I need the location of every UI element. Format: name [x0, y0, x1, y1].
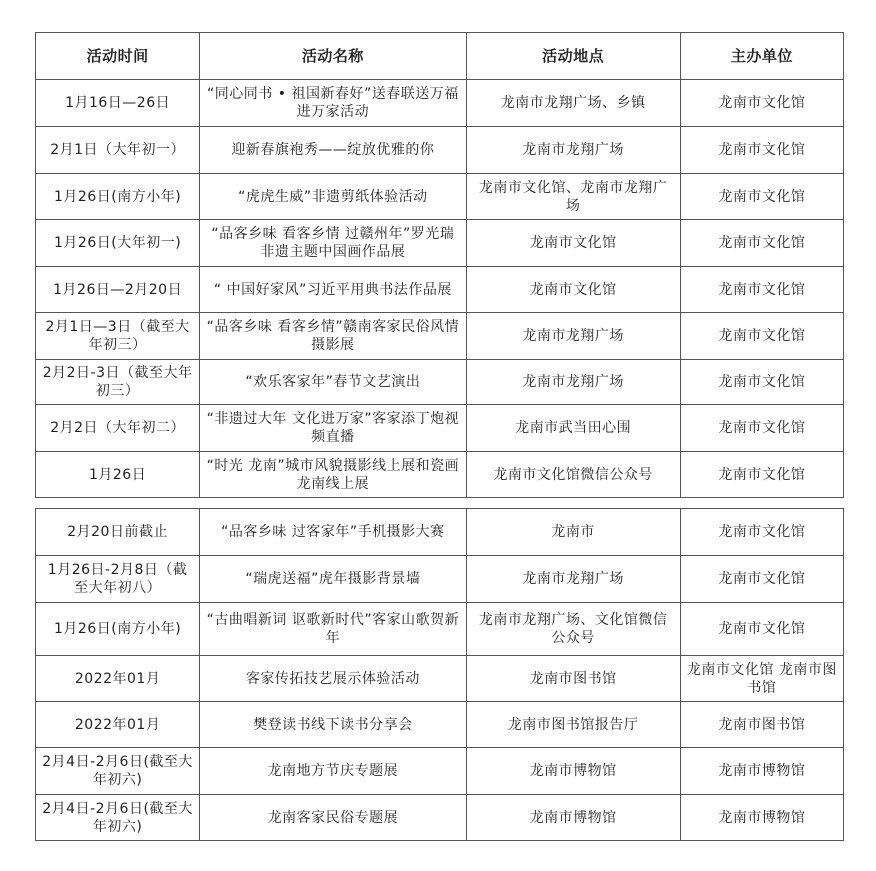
cell-place: 龙南市文化馆微信公众号 — [466, 452, 680, 498]
cell-name: “同心同书 • 祖国新春好”送春联送万福进万家活动 — [200, 80, 466, 127]
table-row — [36, 313, 844, 360]
events-table-bottom — [35, 508, 844, 841]
cell-place: 龙南市武当田心围 — [466, 405, 680, 452]
cell-time: 2月2日（大年初二） — [36, 405, 200, 452]
cell-time: 1月26日—2月20日 — [36, 267, 200, 313]
cell-place: 龙南市龙翔广场、乡镇 — [466, 80, 680, 127]
cell-time: 2月1日（大年初一） — [36, 127, 200, 174]
table-row — [36, 174, 844, 220]
cell-name: “虎虎生威”非遗剪纸体验活动 — [200, 174, 466, 220]
table-row — [36, 656, 844, 702]
cell-host: 龙南市文化馆 — [680, 220, 843, 267]
cell-time: 1月26日(南方小年) — [36, 603, 200, 656]
table-row — [36, 405, 844, 452]
cell-name: 龙南地方节庆专题展 — [200, 748, 466, 795]
table-row — [36, 452, 844, 498]
cell-place: 龙南市龙翔广场 — [466, 127, 680, 174]
cell-host: 龙南市文化馆 — [680, 603, 843, 656]
cell-place: 龙南市文化馆 — [466, 267, 680, 313]
table-row — [36, 360, 844, 405]
header-place: 活动地点 — [466, 33, 680, 80]
cell-time: 2月20日前截止 — [36, 509, 200, 556]
table-row — [36, 795, 844, 841]
cell-host: 龙南市博物馆 — [680, 795, 843, 841]
cell-time: 2022年01月 — [36, 702, 200, 748]
cell-time: 2022年01月 — [36, 656, 200, 702]
cell-place: 龙南市龙翔广场 — [466, 360, 680, 405]
table-row — [36, 220, 844, 267]
cell-time: 2月4日-2月6日(截至大年初六) — [36, 748, 200, 795]
cell-host: 龙南市图书馆 — [680, 702, 843, 748]
cell-name: “品客乡味 看客乡情 过赣州年”罗光瑞非遗主题中国画作品展 — [200, 220, 466, 267]
cell-host: 龙南市文化馆 — [680, 267, 843, 313]
cell-time: 1月26日(南方小年) — [36, 174, 200, 220]
cell-name: “品客乡味 看客乡情”赣南客家民俗风情摄影展 — [200, 313, 466, 360]
cell-place: 龙南市博物馆 — [466, 748, 680, 795]
cell-name: “ 中国好家风”习近平用典书法作品展 — [200, 267, 466, 313]
header-host: 主办单位 — [680, 33, 843, 80]
cell-name: 樊登读书线下读书分享会 — [200, 702, 466, 748]
cell-name: “欢乐客家年”春节文艺演出 — [200, 360, 466, 405]
cell-place: 龙南市博物馆 — [466, 795, 680, 841]
cell-name: “瑞虎送福”虎年摄影背景墙 — [200, 556, 466, 603]
cell-host: 龙南市博物馆 — [680, 748, 843, 795]
cell-name: 客家传拓技艺展示体验活动 — [200, 656, 466, 702]
cell-host: 龙南市文化馆 — [680, 405, 843, 452]
header-row — [36, 33, 844, 80]
cell-place: 龙南市图书馆报告厅 — [466, 702, 680, 748]
cell-name: “古曲唱新词 讴歌新时代”客家山歌贺新年 — [200, 603, 466, 656]
cell-time: 1月26日-2月8日（截至大年初八） — [36, 556, 200, 603]
header-time: 活动时间 — [36, 33, 200, 80]
cell-host: 龙南市文化馆 — [680, 174, 843, 220]
cell-host: 龙南市文化馆 — [680, 509, 843, 556]
table-row — [36, 603, 844, 656]
header-name: 活动名称 — [200, 33, 466, 80]
cell-place: 龙南市龙翔广场 — [466, 556, 680, 603]
cell-time: 2月4日-2月6日(截至大年初六) — [36, 795, 200, 841]
events-table-top — [35, 32, 844, 498]
table-row — [36, 702, 844, 748]
table-row — [36, 556, 844, 603]
cell-time: 2月1日—3日（截至大年初三） — [36, 313, 200, 360]
cell-host: 龙南市文化馆 — [680, 360, 843, 405]
cell-host: 龙南市文化馆 — [680, 313, 843, 360]
cell-name: 迎新春旗袍秀——绽放优雅的你 — [200, 127, 466, 174]
cell-host: 龙南市文化馆 — [680, 452, 843, 498]
cell-name: “品客乡味 过客家年”手机摄影大赛 — [200, 509, 466, 556]
cell-place: 龙南市龙翔广场 — [466, 313, 680, 360]
cell-time: 1月26日 — [36, 452, 200, 498]
cell-host: 龙南市文化馆 龙南市图书馆 — [680, 656, 843, 702]
cell-place: 龙南市文化馆、龙南市龙翔广场 — [466, 174, 680, 220]
cell-place: 龙南市图书馆 — [466, 656, 680, 702]
cell-host: 龙南市文化馆 — [680, 556, 843, 603]
cell-name: 龙南客家民俗专题展 — [200, 795, 466, 841]
cell-host: 龙南市文化馆 — [680, 127, 843, 174]
cell-place: 龙南市 — [466, 509, 680, 556]
table-row — [36, 80, 844, 127]
table-row — [36, 509, 844, 556]
cell-place: 龙南市文化馆 — [466, 220, 680, 267]
table-row — [36, 127, 844, 174]
cell-name: “非遗过大年 文化进万家”客家添丁炮视频直播 — [200, 405, 466, 452]
cell-place: 龙南市龙翔广场、文化馆微信公众号 — [466, 603, 680, 656]
cell-time: 1月16日—26日 — [36, 80, 200, 127]
cell-host: 龙南市文化馆 — [680, 80, 843, 127]
cell-name: “时光 龙南”城市风貌摄影线上展和瓷画龙南线上展 — [200, 452, 466, 498]
table-row — [36, 748, 844, 795]
cell-time: 1月26日(大年初一) — [36, 220, 200, 267]
table-row — [36, 267, 844, 313]
cell-time: 2月2日-3日（截至大年初三） — [36, 360, 200, 405]
